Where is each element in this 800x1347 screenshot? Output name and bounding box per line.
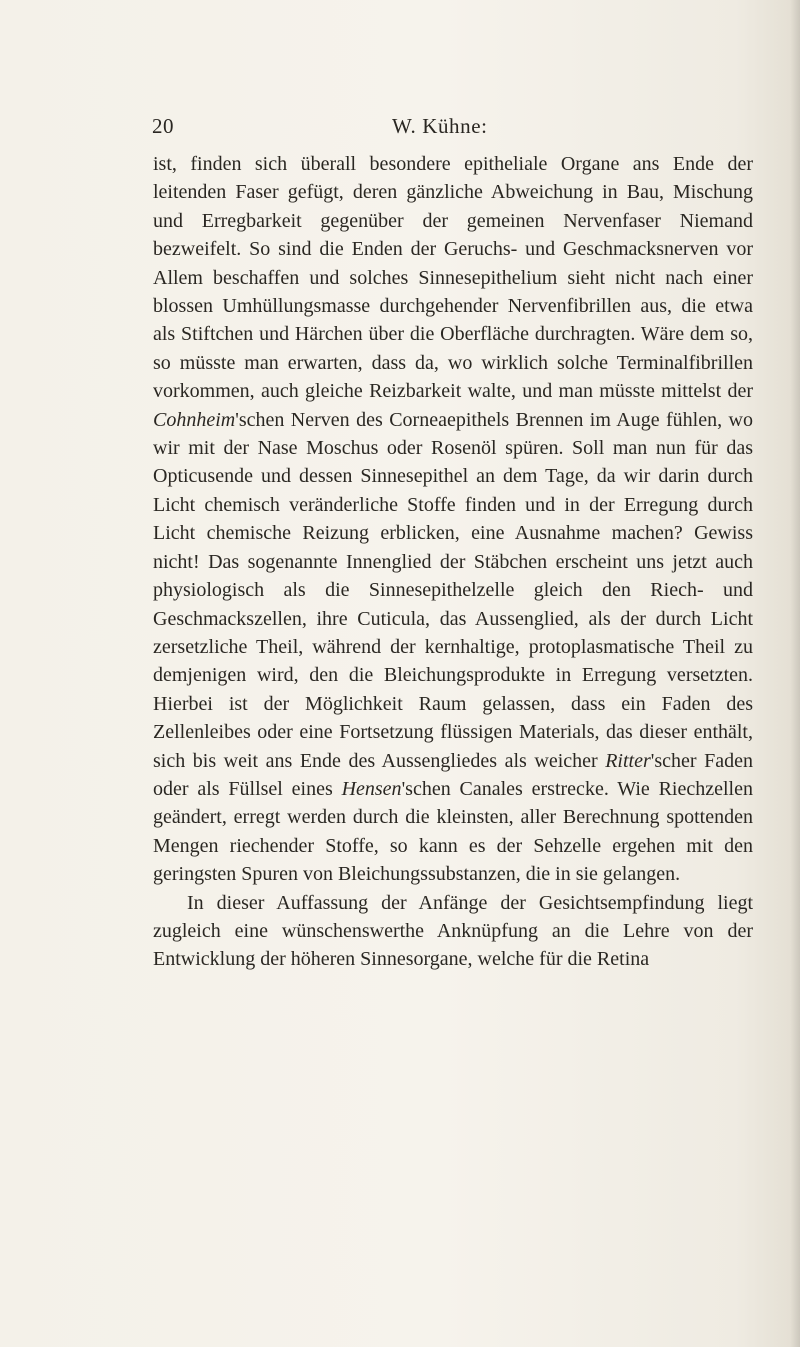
text-segment: 'schen Nerven des Corneaepithels Brennen im Auge fühlen, wo wir mit der Nase Moschus oder Rosenöl spüren. Soll man nun für das Opticusende und dessen Sinnesepithel an dem Tage, da wir darin durch Licht chemisch veränderliche Stoffe finden und in der Erregung durch Licht chemische Reizung erblicken, eine Ausnahme machen? Gewiss nicht! Das sogenannte Innenglied der Stäbchen erscheint uns jetzt auch physiologisch als die Sinnesepithelzelle gleich den Riech- und Geschmackszellen, ihre Cuticula, das Aussenglied, als der durch Licht zersetzliche Theil, während der kernhaltige, protoplasmatische Theil zu demjenigen wird, den die Bleichungsprodukte in Erregung versetzten. Hierbei ist der Möglichkeit Raum gelassen, dass ein Faden des Zellenleibes oder eine Fortsetzung flüssigen Materials, das dieser enthält, sich bis weit ans Ende des Aussengliedes als weicher: [153, 408, 753, 772]
paragraph-2: [153, 889, 753, 974]
page-number: 20: [152, 114, 174, 138]
running-head: W. Kühne:: [392, 114, 488, 138]
text-segment: ist, finden sich überall besondere epitheliale Organe ans Ende der leitenden Faser gefügt, deren gänzliche Abweichung in Bau, Mischung und Erregbarkeit gegenüber der gemeinen Nervenfaser Niemand bezweifelt. So sind die Enden der Geruchs- und Geschmacksnerven vor Allem beschaffen und solches Sinnesepithelium sieht nicht nach einer blossen Umhüllungsmasse durchgehender Nervenfibrillen aus, die etwa als Stiftchen und Härchen über die Oberfläche durchragten. Wäre dem so, so müsste man erwarten, dass da, wo wirklich solche Terminalfibrillen vorkommen, auch gleiche Reizbarkeit walte, und man müsste mittelst der: [153, 153, 753, 403]
author-name-hensen: Hensen: [341, 777, 402, 800]
text-segment: 'schen Canales erstrecke. Wie Riechzellen geändert, erregt werden durch die kleinsten, aller Berechnung spottenden Mengen riechender Stoffe, so kann es der Sehzelle ergehen mit den geringsten Spuren von Bleichungssubstanzen, die in sie gelangen.: [153, 777, 753, 886]
text-segment: In dieser Auffassung der Anfänge der Gesichtsempfindung liegt zugleich eine wünschenswerthe Anknüpfung an die Lehre von der Entwicklung der höheren Sinnesorgane, welche für die Retina: [153, 891, 753, 971]
body-text: [153, 150, 753, 974]
author-name-cohnheim: Cohnheim: [153, 408, 236, 431]
page-edge-shadow: [790, 0, 800, 1347]
text-segment: 'scher Faden oder als Füllsel eines: [153, 749, 753, 800]
page-header: [152, 114, 746, 142]
paragraph-1: [153, 150, 753, 889]
author-name-ritter: Ritter: [605, 749, 651, 772]
